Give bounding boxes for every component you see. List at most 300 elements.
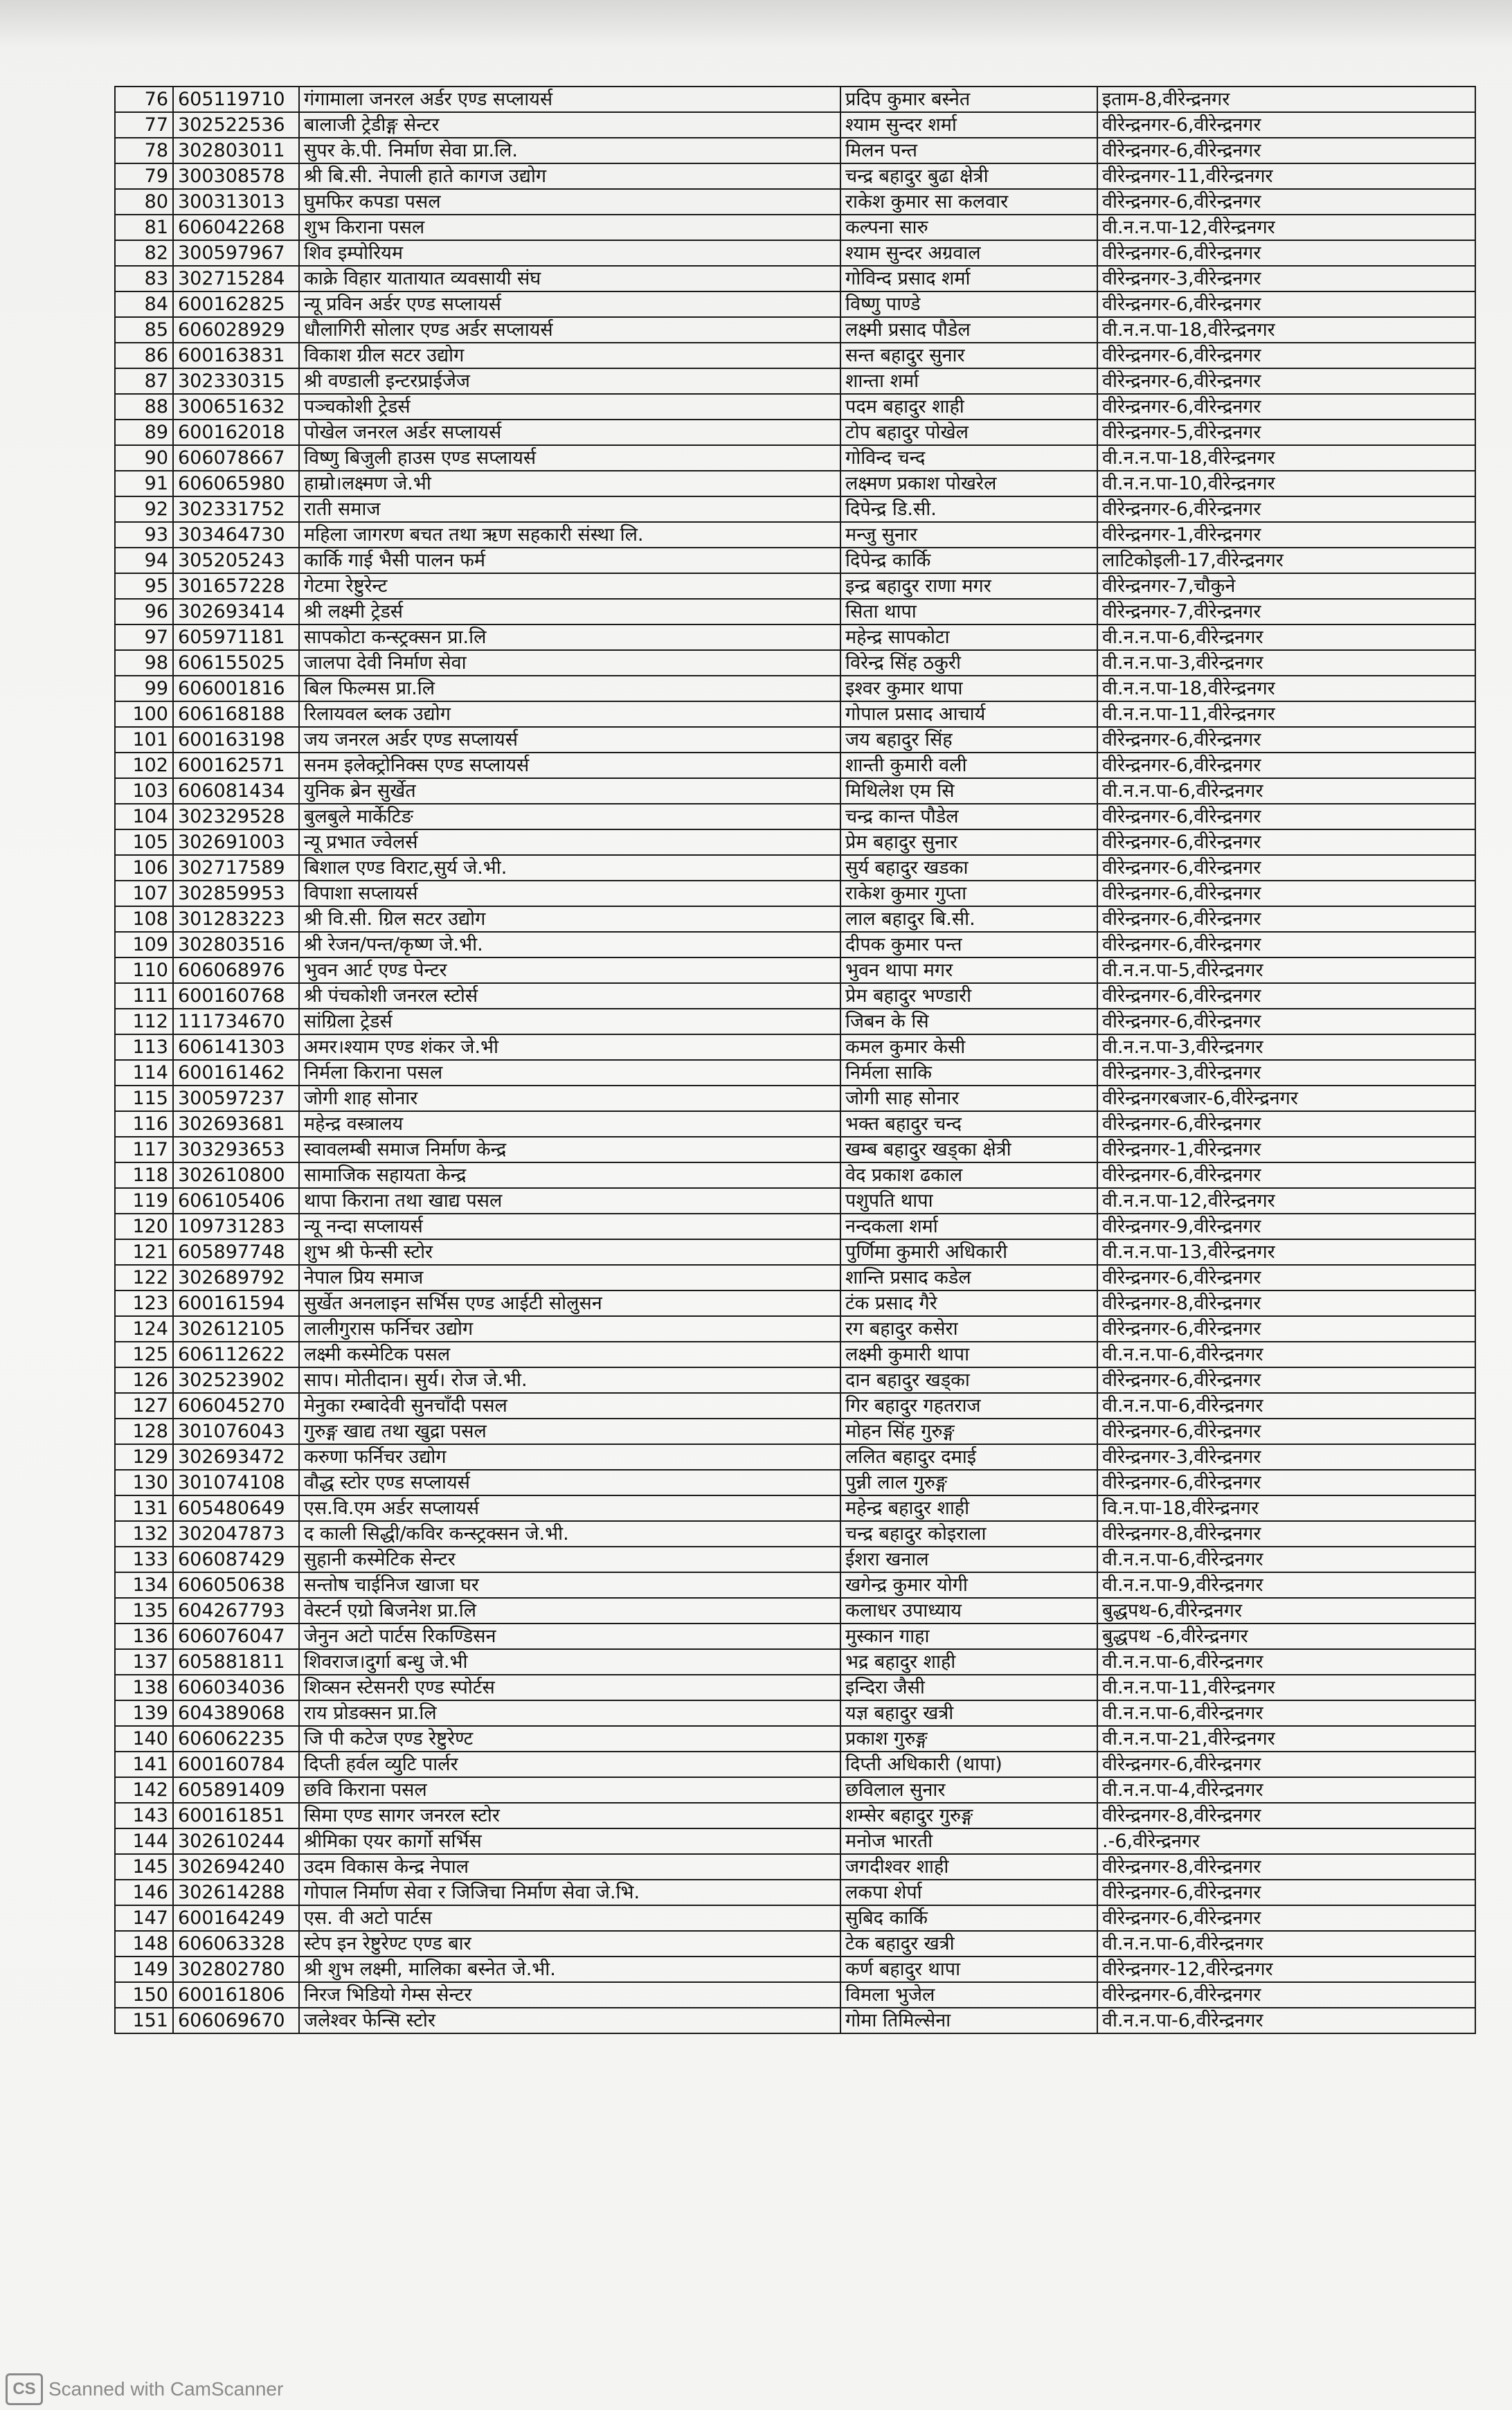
owner-name-cell: मोहन सिंह गुरुङ्ग <box>840 1419 1097 1444</box>
business-name-cell: श्रीमिका एयर कार्गो सर्भिस <box>299 1828 840 1854</box>
owner-name-cell: चन्द्र बहादुर बुढा क्षेत्री <box>840 163 1097 189</box>
business-name-cell: रिलायवल ब्लक उद्योग <box>299 701 840 727</box>
owner-name-cell: जिबन के सि <box>840 1009 1097 1034</box>
serial-number-cell: 79 <box>115 163 173 189</box>
address-cell: वीरेन्द्रनगर-6,वीरेन्द्रनगर <box>1097 932 1475 957</box>
owner-name-cell: पदम बहादुर शाही <box>840 394 1097 420</box>
address-cell: वी.न.न.पा-6,वीरेन्द्रनगर <box>1097 778 1475 804</box>
owner-name-cell: नन्दकला शर्मा <box>840 1214 1097 1239</box>
owner-name-cell: ललित बहादुर दमाई <box>840 1444 1097 1470</box>
table-row <box>115 1111 1475 1137</box>
owner-name-cell: सिता थापा <box>840 599 1097 624</box>
owner-name-cell: शान्ति प्रसाद कडेल <box>840 1265 1097 1291</box>
pan-number-cell: 302612105 <box>173 1316 299 1342</box>
table-row <box>115 1034 1475 1060</box>
business-name-cell: विकाश ग्रील सटर उद्योग <box>299 343 840 368</box>
address-cell: वीरेन्द्रनगर-6,वीरेन्द्रनगर <box>1097 112 1475 138</box>
owner-name-cell: विष्णु पाण्डे <box>840 291 1097 317</box>
pan-number-cell: 606078667 <box>173 445 299 471</box>
business-name-cell: श्री वण्डाली इन्टरप्राईजेज <box>299 368 840 394</box>
serial-number-cell: 147 <box>115 1905 173 1931</box>
business-name-cell: गंगामाला जनरल अर्डर एण्ड सप्लायर्स <box>299 87 840 112</box>
owner-name-cell: मन्जु सुनार <box>840 522 1097 548</box>
business-name-cell: निर्मला किराना पसल <box>299 1060 840 1086</box>
owner-name-cell: यज्ञ बहादुर खत्री <box>840 1700 1097 1726</box>
pan-number-cell: 606076047 <box>173 1624 299 1649</box>
serial-number-cell: 134 <box>115 1572 173 1598</box>
address-cell: वीरेन्द्रनगर-6,वीरेन्द्रनगर <box>1097 1982 1475 2008</box>
address-cell: वी.न.न.पा-4,वीरेन्द्रनगर <box>1097 1777 1475 1803</box>
owner-name-cell: जय बहादुर सिंह <box>840 727 1097 753</box>
business-name-cell: नेपाल प्रिय समाज <box>299 1265 840 1291</box>
business-name-cell: युनिक ब्रेन सुर्खेत <box>299 778 840 804</box>
pan-number-cell: 606087429 <box>173 1547 299 1572</box>
business-name-cell: शिव इम्पोरियम <box>299 240 840 266</box>
owner-name-cell: भक्त बहादुर चन्द <box>840 1111 1097 1137</box>
business-name-cell: एस.वि.एम अर्डर सप्लायर्स <box>299 1495 840 1521</box>
serial-number-cell: 135 <box>115 1598 173 1624</box>
serial-number-cell: 151 <box>115 2008 173 2033</box>
serial-number-cell: 102 <box>115 753 173 778</box>
table-row <box>115 573 1475 599</box>
pan-number-cell: 600163198 <box>173 727 299 753</box>
owner-name-cell: दीपक कुमार पन्त <box>840 932 1097 957</box>
owner-name-cell: ईशरा खनाल <box>840 1547 1097 1572</box>
address-cell: वीरेन्द्रनगर-6,वीरेन्द्रनगर <box>1097 1367 1475 1393</box>
owner-name-cell: चन्द्र बहादुर कोइराला <box>840 1521 1097 1547</box>
table-row <box>115 957 1475 983</box>
address-cell: वीरेन्द्रनगर-8,वीरेन्द्रनगर <box>1097 1803 1475 1828</box>
pan-number-cell: 605119710 <box>173 87 299 112</box>
business-name-cell: गोपाल निर्माण सेवा र जिजिचा निर्माण सेवा जे.भि. <box>299 1880 840 1905</box>
serial-number-cell: 114 <box>115 1060 173 1086</box>
address-cell: वीरेन्द्रनगर-6,वीरेन्द्रनगर <box>1097 1111 1475 1137</box>
owner-name-cell: खगेन्द्र कुमार योगी <box>840 1572 1097 1598</box>
address-cell: वी.न.न.पा-6,वीरेन्द्रनगर <box>1097 1393 1475 1419</box>
business-name-cell: सुहानी कस्मेटिक सेन्टर <box>299 1547 840 1572</box>
table-row <box>115 496 1475 522</box>
table-row <box>115 1239 1475 1265</box>
table-row <box>115 1547 1475 1572</box>
pan-number-cell: 605480649 <box>173 1495 299 1521</box>
table-row <box>115 522 1475 548</box>
address-cell: वी.न.न.पा-21,वीरेन्द्रनगर <box>1097 1726 1475 1752</box>
pan-number-cell: 302717589 <box>173 855 299 881</box>
table-row <box>115 1419 1475 1444</box>
address-cell: वीरेन्द्रनगर-1,वीरेन्द्रनगर <box>1097 1137 1475 1162</box>
serial-number-cell: 120 <box>115 1214 173 1239</box>
serial-number-cell: 139 <box>115 1700 173 1726</box>
serial-number-cell: 131 <box>115 1495 173 1521</box>
serial-number-cell: 144 <box>115 1828 173 1854</box>
business-name-cell: धौलागिरी सोलार एण्ड अर्डर सप्लायर्स <box>299 317 840 343</box>
pan-number-cell: 302329528 <box>173 804 299 829</box>
pan-number-cell: 302614288 <box>173 1880 299 1905</box>
address-cell: वीरेन्द्रनगर-6,वीरेन्द्रनगर <box>1097 189 1475 215</box>
register-table-container <box>114 86 1476 2034</box>
serial-number-cell: 113 <box>115 1034 173 1060</box>
address-cell: लाटिकोइली-17,वीरेन्द्रनगर <box>1097 548 1475 573</box>
owner-name-cell: जोगी साह सोनार <box>840 1086 1097 1111</box>
address-cell: वीरेन्द्रनगर-1,वीरेन्द्रनगर <box>1097 522 1475 548</box>
pan-number-cell: 600161851 <box>173 1803 299 1828</box>
business-name-cell: सापकोटा कन्स्ट्रक्सन प्रा.लि <box>299 624 840 650</box>
owner-name-cell: चन्द्र कान्त पौडेल <box>840 804 1097 829</box>
table-row <box>115 778 1475 804</box>
table-row <box>115 1137 1475 1162</box>
pan-number-cell: 606155025 <box>173 650 299 676</box>
table-row <box>115 1444 1475 1470</box>
owner-name-cell: महेन्द्र बहादुर शाही <box>840 1495 1097 1521</box>
address-cell: वीरेन्द्रनगर-6,वीरेन्द्रनगर <box>1097 240 1475 266</box>
table-row <box>115 368 1475 394</box>
table-row <box>115 753 1475 778</box>
table-row <box>115 1854 1475 1880</box>
owner-name-cell: पुर्णिमा कुमारी अधिकारी <box>840 1239 1097 1265</box>
pan-number-cell: 606062235 <box>173 1726 299 1752</box>
owner-name-cell: लक्ष्मी कुमारी थापा <box>840 1342 1097 1367</box>
pan-number-cell: 300308578 <box>173 163 299 189</box>
table-row <box>115 1316 1475 1342</box>
owner-name-cell: शम्सेर बहादुर गुरुङ्ग <box>840 1803 1097 1828</box>
business-name-cell: सनम इलेक्ट्रोनिक्स एण्ड सप्लायर्स <box>299 753 840 778</box>
business-name-cell: शिव्सन स्टेसनरी एण्ड स्पोर्टस <box>299 1675 840 1700</box>
serial-number-cell: 129 <box>115 1444 173 1470</box>
table-row <box>115 1188 1475 1214</box>
table-row <box>115 599 1475 624</box>
address-cell: वी.न.न.पा-6,वीरेन्द्रनगर <box>1097 1649 1475 1675</box>
address-cell: वीरेन्द्रनगर-6,वीरेन्द्रनगर <box>1097 829 1475 855</box>
pan-number-cell: 606069670 <box>173 2008 299 2033</box>
pan-number-cell: 302693681 <box>173 1111 299 1137</box>
pan-number-cell: 302802780 <box>173 1957 299 1982</box>
serial-number-cell: 119 <box>115 1188 173 1214</box>
owner-name-cell: गोविन्द चन्द <box>840 445 1097 471</box>
table-row <box>115 1905 1475 1931</box>
address-cell: वी.न.न.पा-12,वीरेन्द्रनगर <box>1097 215 1475 240</box>
table-row <box>115 1367 1475 1393</box>
table-row <box>115 1675 1475 1700</box>
owner-name-cell: शान्ती कुमारी वली <box>840 753 1097 778</box>
address-cell: वीरेन्द्रनगर-6,वीरेन्द्रनगर <box>1097 1470 1475 1495</box>
address-cell: वीरेन्द्रनगर-6,वीरेन्द्रनगर <box>1097 881 1475 906</box>
table-row <box>115 1931 1475 1957</box>
table-row <box>115 163 1475 189</box>
address-cell: वीरेन्द्रनगर-7,वीरेन्द्रनगर <box>1097 599 1475 624</box>
serial-number-cell: 92 <box>115 496 173 522</box>
pan-number-cell: 605897748 <box>173 1239 299 1265</box>
owner-name-cell: राकेश कुमार गुप्ता <box>840 881 1097 906</box>
table-row <box>115 1393 1475 1419</box>
serial-number-cell: 100 <box>115 701 173 727</box>
table-row <box>115 1726 1475 1752</box>
table-row <box>115 215 1475 240</box>
business-name-cell: जेनुन अटो पार्टस रिकण्डिसन <box>299 1624 840 1649</box>
table-row <box>115 2008 1475 2033</box>
business-name-cell: दिप्ती हर्वल व्युटि पार्लर <box>299 1752 840 1777</box>
table-row <box>115 1495 1475 1521</box>
address-cell: वीरेन्द्रनगर-6,वीरेन्द्रनगर <box>1097 1880 1475 1905</box>
pan-number-cell: 605891409 <box>173 1777 299 1803</box>
address-cell: वीरेन्द्रनगर-6,वीरेन्द्रनगर <box>1097 906 1475 932</box>
table-row <box>115 1265 1475 1291</box>
address-cell: वी.न.न.पा-13,वीरेन्द्रनगर <box>1097 1239 1475 1265</box>
owner-name-cell: लाल बहादुर बि.सी. <box>840 906 1097 932</box>
serial-number-cell: 123 <box>115 1291 173 1316</box>
pan-number-cell: 302331752 <box>173 496 299 522</box>
table-row <box>115 1291 1475 1316</box>
owner-name-cell: कलाधर उपाध्याय <box>840 1598 1097 1624</box>
address-cell: वीरेन्द्रनगर-6,वीरेन्द्रनगर <box>1097 753 1475 778</box>
owner-name-cell: छविलाल सुनार <box>840 1777 1097 1803</box>
pan-number-cell: 606045270 <box>173 1393 299 1419</box>
address-cell: वीरेन्द्रनगर-6,वीरेन्द्रनगर <box>1097 727 1475 753</box>
business-name-cell: एस. वी अटो पार्टस <box>299 1905 840 1931</box>
owner-name-cell: लकपा शेर्पा <box>840 1880 1097 1905</box>
owner-name-cell: टंक प्रसाद गैरे <box>840 1291 1097 1316</box>
business-name-cell: सुपर के.पी. निर्माण सेवा प्रा.लि. <box>299 138 840 163</box>
table-row <box>115 1521 1475 1547</box>
serial-number-cell: 103 <box>115 778 173 804</box>
address-cell: वीरेन्द्रनगर-6,वीरेन्द्रनगर <box>1097 496 1475 522</box>
pan-number-cell: 300597237 <box>173 1086 299 1111</box>
address-cell: वीरेन्द्रनगर-6,वीरेन्द्रनगर <box>1097 804 1475 829</box>
owner-name-cell: श्याम सुन्दर शर्मा <box>840 112 1097 138</box>
serial-number-cell: 112 <box>115 1009 173 1034</box>
owner-name-cell: दिपेन्द्र डि.सी. <box>840 496 1097 522</box>
serial-number-cell: 107 <box>115 881 173 906</box>
pan-number-cell: 600161594 <box>173 1291 299 1316</box>
owner-name-cell: भद्र बहादुर शाही <box>840 1649 1097 1675</box>
business-name-cell: जि पी कटेज एण्ड रेष्टुरेण्ट <box>299 1726 840 1752</box>
business-name-cell: जोगी शाह सोनार <box>299 1086 840 1111</box>
owner-name-cell: इन्द्र बहादुर राणा मगर <box>840 573 1097 599</box>
business-name-cell: वेस्टर्न एग्रो बिजनेश प्रा.लि <box>299 1598 840 1624</box>
table-row <box>115 1470 1475 1495</box>
address-cell: बुद्धपथ-6,वीरेन्द्रनगर <box>1097 1598 1475 1624</box>
owner-name-cell: दान बहादुर खड्का <box>840 1367 1097 1393</box>
address-cell: वी.न.न.पा-11,वीरेन्द्रनगर <box>1097 701 1475 727</box>
business-name-cell: विपाशा सप्लायर्स <box>299 881 840 906</box>
serial-number-cell: 140 <box>115 1726 173 1752</box>
business-name-cell: लक्ष्मी कस्मेटिक पसल <box>299 1342 840 1367</box>
serial-number-cell: 132 <box>115 1521 173 1547</box>
owner-name-cell: टेक बहादुर खत्री <box>840 1931 1097 1957</box>
business-name-cell: गुरुङ्ग खाद्य तथा खुद्रा पसल <box>299 1419 840 1444</box>
pan-number-cell: 302330315 <box>173 368 299 394</box>
table-row <box>115 1060 1475 1086</box>
pan-number-cell: 605881811 <box>173 1649 299 1675</box>
scanner-footer-text: Scanned with CamScanner <box>48 2378 284 2400</box>
serial-number-cell: 80 <box>115 189 173 215</box>
pan-number-cell: 301283223 <box>173 906 299 932</box>
serial-number-cell: 77 <box>115 112 173 138</box>
owner-name-cell: सुर्य बहादुर खडका <box>840 855 1097 881</box>
serial-number-cell: 145 <box>115 1854 173 1880</box>
pan-number-cell: 300651632 <box>173 394 299 420</box>
table-row <box>115 1342 1475 1367</box>
serial-number-cell: 122 <box>115 1265 173 1291</box>
business-name-cell: थापा किराना तथा खाद्य पसल <box>299 1188 840 1214</box>
pan-number-cell: 301657228 <box>173 573 299 599</box>
owner-name-cell: मनोज भारती <box>840 1828 1097 1854</box>
address-cell: वीरेन्द्रनगर-11,वीरेन्द्रनगर <box>1097 163 1475 189</box>
owner-name-cell: प्रेम बहादुर सुनार <box>840 829 1097 855</box>
address-cell: वीरेन्द्रनगर-8,वीरेन्द्रनगर <box>1097 1854 1475 1880</box>
business-name-cell: श्री वि.सी. ग्रिल सटर उद्योग <box>299 906 840 932</box>
table-row <box>115 1752 1475 1777</box>
owner-name-cell: मिथिलेश एम सि <box>840 778 1097 804</box>
pan-number-cell: 600161462 <box>173 1060 299 1086</box>
business-name-cell: न्यू प्रविन अर्डर एण्ड सप्लायर्स <box>299 291 840 317</box>
address-cell: वी.न.न.पा-6,वीरेन्द्रनगर <box>1097 624 1475 650</box>
pan-number-cell: 302694240 <box>173 1854 299 1880</box>
serial-number-cell: 108 <box>115 906 173 932</box>
table-row <box>115 1700 1475 1726</box>
business-name-cell: बिशाल एण्ड विराट,सुर्य जे.भी. <box>299 855 840 881</box>
serial-number-cell: 78 <box>115 138 173 163</box>
pan-number-cell: 301074108 <box>173 1470 299 1495</box>
business-name-cell: कार्कि गाई भैसी पालन फर्म <box>299 548 840 573</box>
address-cell: वीरेन्द्रनगर-3,वीरेन्द्रनगर <box>1097 1444 1475 1470</box>
address-cell: वीरेन्द्रनगर-6,वीरेन्द्रनगर <box>1097 1009 1475 1034</box>
business-name-cell: राती समाज <box>299 496 840 522</box>
table-row <box>115 343 1475 368</box>
scanner-footer <box>6 2373 283 2405</box>
pan-number-cell: 302610800 <box>173 1162 299 1188</box>
owner-name-cell: प्रकाश गुरुङ्ग <box>840 1726 1097 1752</box>
address-cell: वी.न.न.पा-6,वीरेन्द्रनगर <box>1097 2008 1475 2033</box>
table-row <box>115 650 1475 676</box>
business-name-cell: साप। मोतीदान। सुर्य। रोज जे.भी. <box>299 1367 840 1393</box>
table-row <box>115 291 1475 317</box>
serial-number-cell: 143 <box>115 1803 173 1828</box>
pan-number-cell: 600160784 <box>173 1752 299 1777</box>
table-row <box>115 1598 1475 1624</box>
business-name-cell: महिला जागरण बचत तथा ऋण सहकारी संस्था लि. <box>299 522 840 548</box>
table-body <box>115 87 1475 2033</box>
pan-number-cell: 606001816 <box>173 676 299 701</box>
table-row <box>115 624 1475 650</box>
business-name-cell: न्यू नन्दा सप्लायर्स <box>299 1214 840 1239</box>
address-cell: वीरेन्द्रनगर-6,वीरेन्द्रनगर <box>1097 1419 1475 1444</box>
address-cell: वीरेन्द्रनगर-6,वीरेन्द्रनगर <box>1097 1905 1475 1931</box>
owner-name-cell: राकेश कुमार सा कलवार <box>840 189 1097 215</box>
table-row <box>115 1086 1475 1111</box>
pan-number-cell: 305205243 <box>173 548 299 573</box>
business-name-cell: जय जनरल अर्डर एण्ड सप्लायर्स <box>299 727 840 753</box>
serial-number-cell: 97 <box>115 624 173 650</box>
business-name-cell: हाम्रो।लक्ष्मण जे.भी <box>299 471 840 496</box>
pan-number-cell: 300313013 <box>173 189 299 215</box>
address-cell: वी.न.न.पा-11,वीरेन्द्रनगर <box>1097 1675 1475 1700</box>
pan-number-cell: 302689792 <box>173 1265 299 1291</box>
business-name-cell: जालपा देवी निर्माण सेवा <box>299 650 840 676</box>
business-name-cell: शुभ श्री फेन्सी स्टोर <box>299 1239 840 1265</box>
taxpayer-register-table <box>114 86 1476 2034</box>
business-name-cell: मेनुका रम्बादेवी सुनचाँदी पसल <box>299 1393 840 1419</box>
pan-number-cell: 109731283 <box>173 1214 299 1239</box>
address-cell: वी.न.न.पा-3,वीरेन्द्रनगर <box>1097 1034 1475 1060</box>
table-row <box>115 394 1475 420</box>
address-cell: वि.न.पा-18,वीरेन्द्रनगर <box>1097 1495 1475 1521</box>
owner-name-cell: सुबिद कार्कि <box>840 1905 1097 1931</box>
owner-name-cell: रग बहादुर कसेरा <box>840 1316 1097 1342</box>
serial-number-cell: 124 <box>115 1316 173 1342</box>
serial-number-cell: 148 <box>115 1931 173 1957</box>
owner-name-cell: प्रदिप कुमार बस्नेत <box>840 87 1097 112</box>
serial-number-cell: 98 <box>115 650 173 676</box>
address-cell: वीरेन्द्रनगर-6,वीरेन्द्रनगर <box>1097 368 1475 394</box>
table-row <box>115 87 1475 112</box>
serial-number-cell: 94 <box>115 548 173 573</box>
address-cell: इताम-8,वीरेन्द्रनगर <box>1097 87 1475 112</box>
pan-number-cell: 600160768 <box>173 983 299 1009</box>
table-row <box>115 855 1475 881</box>
serial-number-cell: 89 <box>115 420 173 445</box>
owner-name-cell: विरेन्द्र सिंह ठकुरी <box>840 650 1097 676</box>
address-cell: वीरेन्द्रनगर-6,वीरेन्द्रनगर <box>1097 138 1475 163</box>
pan-number-cell: 303464730 <box>173 522 299 548</box>
table-row <box>115 676 1475 701</box>
serial-number-cell: 141 <box>115 1752 173 1777</box>
owner-name-cell: लक्ष्मण प्रकाश पोखरेल <box>840 471 1097 496</box>
address-cell: वी.न.न.पा-9,वीरेन्द्रनगर <box>1097 1572 1475 1598</box>
owner-name-cell: गोपाल प्रसाद आचार्य <box>840 701 1097 727</box>
serial-number-cell: 121 <box>115 1239 173 1265</box>
serial-number-cell: 149 <box>115 1957 173 1982</box>
owner-name-cell: लक्ष्मी प्रसाद पौडेल <box>840 317 1097 343</box>
serial-number-cell: 96 <box>115 599 173 624</box>
address-cell: वीरेन्द्रनगरबजार-6,वीरेन्द्रनगर <box>1097 1086 1475 1111</box>
address-cell: वीरेन्द्रनगर-6,वीरेन्द्रनगर <box>1097 1265 1475 1291</box>
table-row <box>115 1214 1475 1239</box>
owner-name-cell: वेद प्रकाश ढकाल <box>840 1162 1097 1188</box>
table-row <box>115 1777 1475 1803</box>
table-row <box>115 701 1475 727</box>
serial-number-cell: 130 <box>115 1470 173 1495</box>
owner-name-cell: टोप बहादुर पोखेल <box>840 420 1097 445</box>
table-row <box>115 727 1475 753</box>
table-row <box>115 932 1475 957</box>
table-row <box>115 829 1475 855</box>
address-cell: वीरेन्द्रनगर-9,वीरेन्द्रनगर <box>1097 1214 1475 1239</box>
owner-name-cell: भुवन थापा मगर <box>840 957 1097 983</box>
table-row <box>115 189 1475 215</box>
table-row <box>115 138 1475 163</box>
business-name-cell: करुणा फर्निचर उद्योग <box>299 1444 840 1470</box>
address-cell: वीरेन्द्रनगर-6,वीरेन्द्रनगर <box>1097 855 1475 881</box>
address-cell: वी.न.न.पा-10,वीरेन्द्रनगर <box>1097 471 1475 496</box>
address-cell: वीरेन्द्रनगर-5,वीरेन्द्रनगर <box>1097 420 1475 445</box>
table-row <box>115 548 1475 573</box>
pan-number-cell: 606068976 <box>173 957 299 983</box>
business-name-cell: स्टेप इन रेष्टुरेण्ट एण्ड बार <box>299 1931 840 1957</box>
business-name-cell: श्री बि.सी. नेपाली हाते कागज उद्योग <box>299 163 840 189</box>
pan-number-cell: 600164249 <box>173 1905 299 1931</box>
owner-name-cell: इश्वर कुमार थापा <box>840 676 1097 701</box>
address-cell: वीरेन्द्रनगर-6,वीरेन्द्रनगर <box>1097 1316 1475 1342</box>
business-name-cell: श्री शुभ लक्ष्मी, मालिका बस्नेत जे.भी. <box>299 1957 840 1982</box>
address-cell: वीरेन्द्रनगर-6,वीरेन्द्रनगर <box>1097 343 1475 368</box>
address-cell: वी.न.न.पा-12,वीरेन्द्रनगर <box>1097 1188 1475 1214</box>
table-row <box>115 1572 1475 1598</box>
pan-number-cell: 302715284 <box>173 266 299 291</box>
pan-number-cell: 606063328 <box>173 1931 299 1957</box>
owner-name-cell: प्रेम बहादुर भण्डारी <box>840 983 1097 1009</box>
serial-number-cell: 83 <box>115 266 173 291</box>
business-name-cell: शुभ किराना पसल <box>299 215 840 240</box>
